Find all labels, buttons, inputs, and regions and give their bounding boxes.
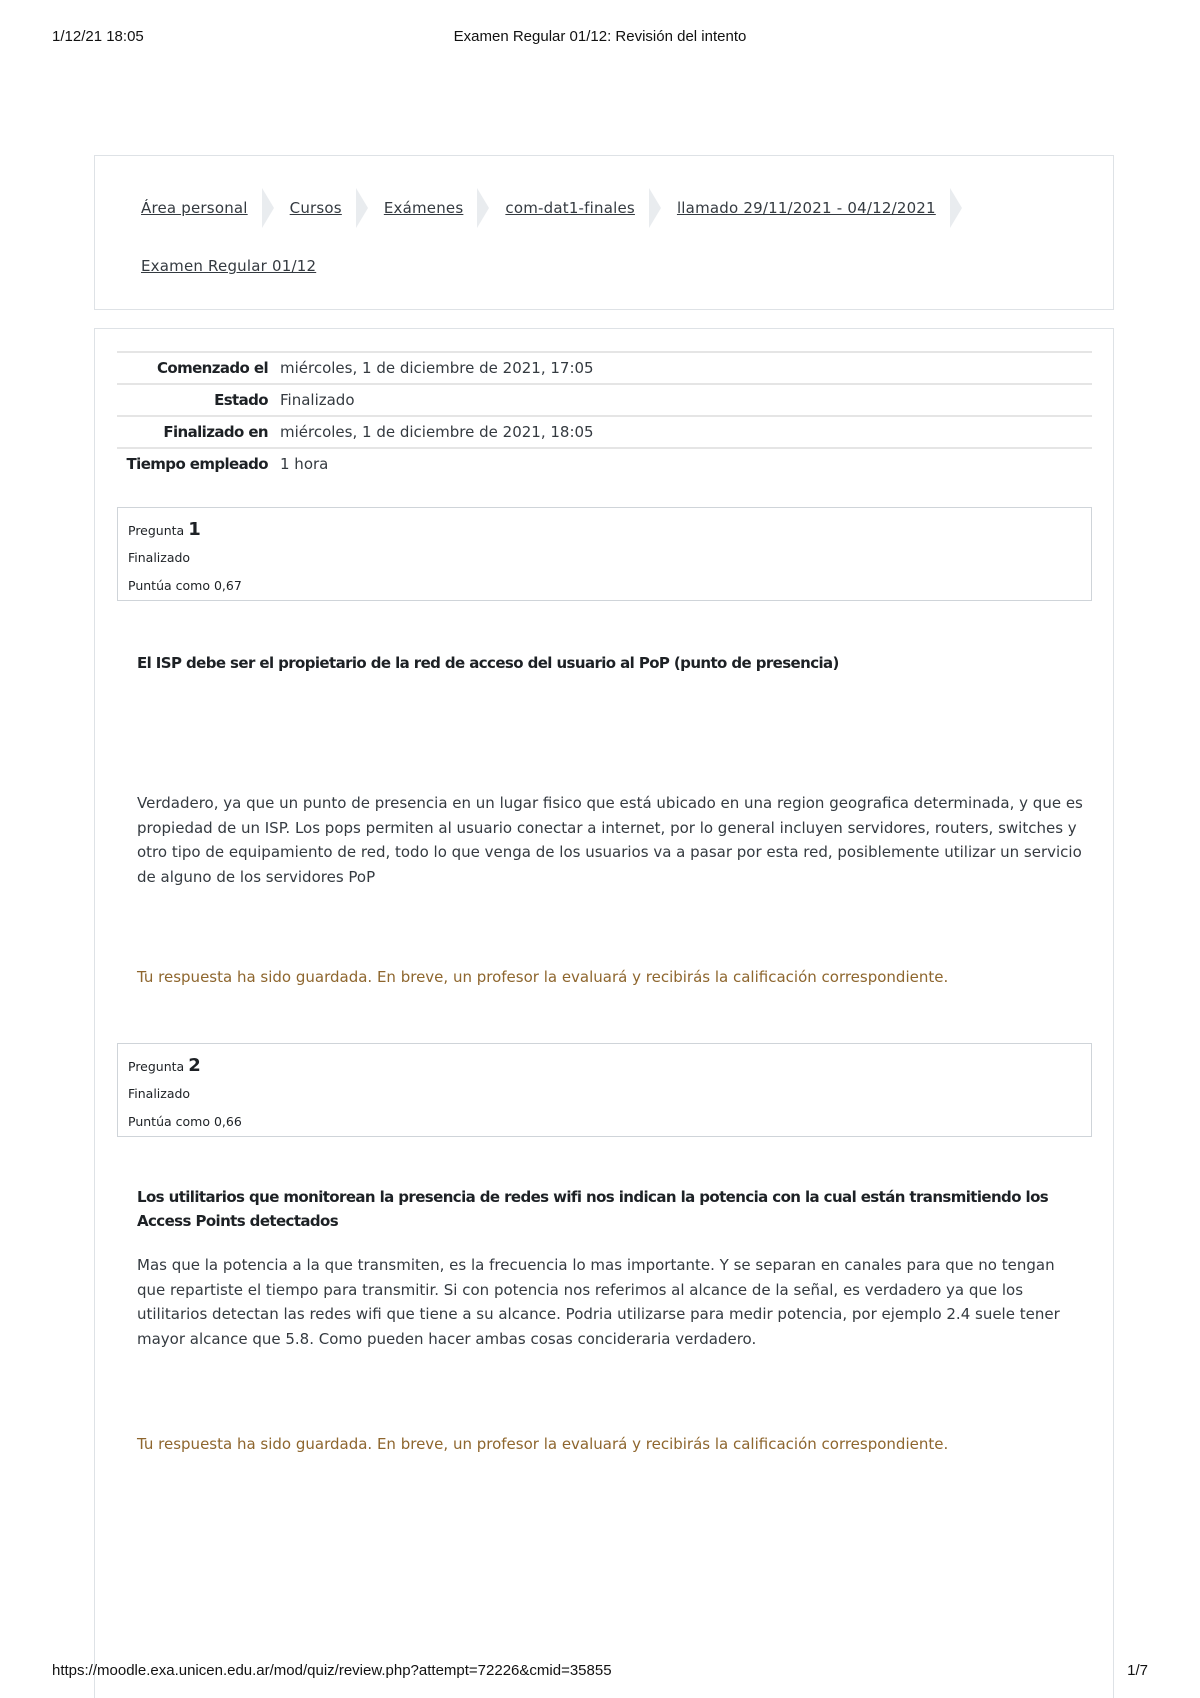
print-page-number: 1/7	[1127, 1662, 1148, 1679]
saved-feedback: Tu respuesta ha sido guardada. En breve, un profesor la evaluará y recibirás la calificación correspondiente.	[137, 968, 949, 986]
breadcrumb-examen[interactable]: Examen Regular 01/12	[141, 257, 317, 275]
finished-label: Finalizado en	[117, 416, 274, 448]
chevron-right-icon	[262, 188, 274, 228]
breadcrumb-course[interactable]: com-dat1-finales	[505, 199, 635, 217]
attempt-summary	[117, 351, 1092, 479]
answer-text: Verdadero, ya que un punto de presencia en un lugar fisico que está ubicado en una region geografica determinada, y que es propiedad de un ISP. Los pops permiten al usuario conectar a internet, por lo general incluyen servidores, routers, switches y otro tipo de equipamiento de red, todo lo que venga de los usuarios va a pasar por esta red, posiblemente utilizar un servicio de alguno de los servidores PoP	[137, 794, 1083, 886]
chevron-right-icon	[356, 188, 368, 228]
question-label: Pregunta	[128, 523, 185, 538]
started-label: Comenzado el	[117, 352, 274, 384]
state-value: Finalizado	[274, 384, 1092, 416]
breadcrumb-llamado[interactable]: llamado 29/11/2021 - 04/12/2021	[676, 199, 936, 217]
print-title: Examen Regular 01/12: Revisión del intento	[453, 28, 747, 45]
print-header	[0, 28, 1200, 48]
breadcrumb	[94, 155, 1114, 310]
question-info	[117, 507, 1092, 601]
question-info	[117, 1043, 1092, 1137]
saved-feedback: Tu respuesta ha sido guardada. En breve, un profesor la evaluará y recibirás la calificación correspondiente.	[137, 1435, 949, 1453]
question-text: Los utilitarios que monitorean la presencia de redes wifi nos indican la potencia con la cual están transmitiendo los Access Points detectados	[137, 1188, 1049, 1230]
answer-text: Mas que la potencia a la que transmiten, es la frecuencia lo mas importante. Y se separan en canales para que no tengan que repartiste el tiempo para transmitir. Si con potencia nos referimos al alcance de la señal, es verdadero ya que los utilitarios detectan las redes wifi que tiene a su alcance. Podria utilizarse para medir potencia, por ejemplo 2.4 suele tener mayor alcance que 5.8. Como pueden hacer ambas cosas concideraria verdadero.	[137, 1256, 1060, 1348]
started-value: miércoles, 1 de diciembre de 2021, 17:05	[274, 352, 1092, 384]
question-score: Puntúa como 0,67	[128, 578, 242, 593]
question-number: 1	[188, 519, 201, 540]
question-status: Finalizado	[128, 550, 191, 565]
question-status: Finalizado	[128, 1086, 191, 1101]
print-date: 1/12/21 18:05	[52, 28, 144, 45]
chevron-right-icon	[649, 188, 661, 228]
chevron-right-icon	[477, 188, 489, 228]
time-value: 1 hora	[274, 448, 1092, 479]
print-url: https://moodle.exa.unicen.edu.ar/mod/quiz/review.php?attempt=72226&cmid=35855	[52, 1662, 612, 1679]
chevron-right-icon	[950, 188, 962, 228]
breadcrumb-examenes[interactable]: Exámenes	[383, 199, 464, 217]
time-label: Tiempo empleado	[117, 448, 274, 479]
question-number: 2	[188, 1055, 201, 1076]
state-label: Estado	[117, 384, 274, 416]
breadcrumb-area-personal[interactable]: Área personal	[141, 199, 248, 217]
finished-value: miércoles, 1 de diciembre de 2021, 18:05	[274, 416, 1092, 448]
quiz-review	[94, 328, 1114, 1698]
question-score: Puntúa como 0,66	[128, 1114, 242, 1129]
question-label: Pregunta	[128, 1059, 185, 1074]
question-text: El ISP debe ser el propietario de la red de acceso del usuario al PoP (punto de presencia)	[137, 654, 839, 672]
breadcrumb-cursos[interactable]: Cursos	[289, 199, 342, 217]
